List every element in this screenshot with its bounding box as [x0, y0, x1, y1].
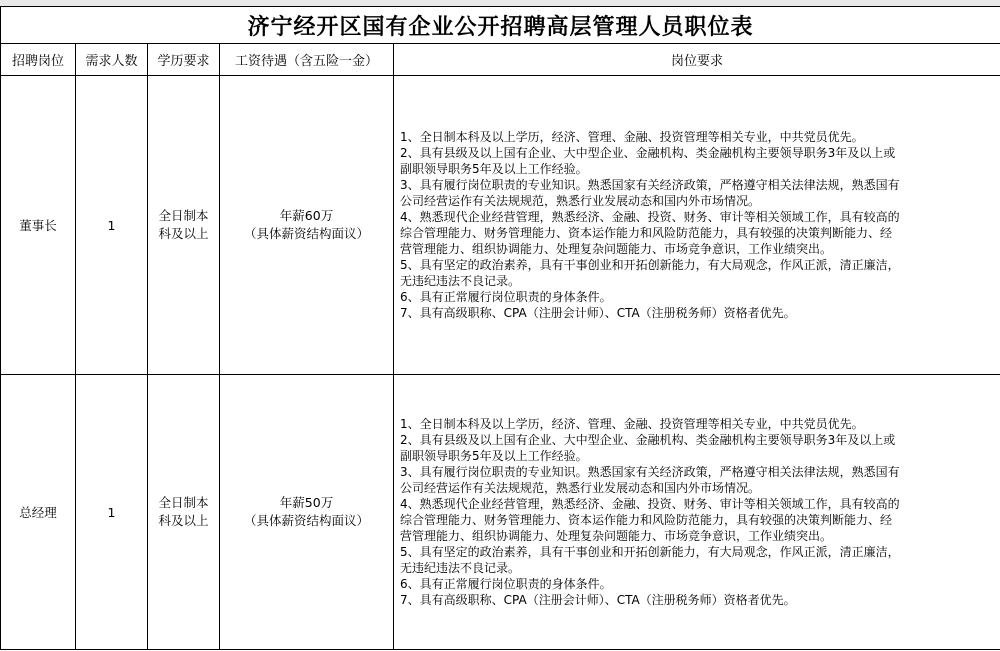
- table-row: [1, 375, 1000, 650]
- requirement-line: 副职领导职务5年及以上工作经验。: [400, 162, 588, 176]
- cell-requirements[interactable]: [394, 375, 1000, 650]
- header-requirements[interactable]: 岗位要求: [394, 44, 1000, 76]
- requirement-line: 7、具有高级职称、CPA（注册会计师）、CTA（注册税务师）资格者优先。: [400, 593, 796, 607]
- header-education[interactable]: 学历要求: [148, 44, 220, 76]
- header-row: [1, 44, 1000, 76]
- cell-position[interactable]: 董事长: [1, 76, 76, 375]
- cell-position[interactable]: 总经理: [1, 375, 76, 650]
- education-line: 全日制本: [158, 208, 209, 223]
- requirement-line: 3、具有履行岗位职责的专业知识。熟悉国家有关经济政策，严格遵守相关法律法规，熟悉国有: [400, 178, 900, 192]
- table-row: [1, 76, 1000, 375]
- cell-count[interactable]: 1: [76, 76, 148, 375]
- requirement-line: 综合管理能力、财务管理能力、资本运作能力和风险防范能力，具有较强的决策判断能力、经: [400, 226, 893, 240]
- table-title[interactable]: 济宁经开区国有企业公开招聘高层管理人员职位表: [1, 7, 1000, 44]
- requirement-line: 副职领导职务5年及以上工作经验。: [400, 449, 588, 463]
- education-line: 科及以上: [158, 226, 209, 241]
- header-count[interactable]: 需求人数: [76, 44, 148, 76]
- requirement-line: 6、具有正常履行岗位职责的身体条件。: [400, 577, 612, 591]
- requirement-line: 无违纪违法不良记录。: [400, 274, 521, 288]
- cell-education[interactable]: [148, 76, 220, 375]
- requirement-line: 6、具有正常履行岗位职责的身体条件。: [400, 290, 612, 304]
- requirement-line: 5、具有坚定的政治素养，具有干事创业和开拓创新能力，有大局观念，作风正派，清正廉洁，: [400, 545, 900, 559]
- education-line: 科及以上: [158, 513, 209, 528]
- salary-line: 年薪50万: [279, 495, 334, 510]
- education-line: 全日制本: [158, 495, 209, 510]
- cell-salary[interactable]: [220, 76, 394, 375]
- requirement-line: 公司经营运作有关法规规范，熟悉行业发展动态和国内外市场情况。: [400, 481, 761, 495]
- requirement-line: 无违纪违法不良记录。: [400, 561, 521, 575]
- requirement-line: 3、具有履行岗位职责的专业知识。熟悉国家有关经济政策，严格遵守相关法律法规，熟悉国有: [400, 465, 900, 479]
- requirement-line: 5、具有坚定的政治素养，具有干事创业和开拓创新能力，有大局观念，作风正派，清正廉洁，: [400, 258, 900, 272]
- cell-requirements[interactable]: [394, 76, 1000, 375]
- requirement-line: 营管理能力、组织协调能力、处理复杂问题能力、市场竞争意识，工作业绩突出。: [400, 242, 833, 256]
- salary-line: 年薪60万: [279, 208, 334, 223]
- requirement-line: 1、全日制本科及以上学历，经济、管理、金融、投资管理等相关专业，中共党员优先。: [400, 130, 864, 144]
- requirement-line: 公司经营运作有关法规规范，熟悉行业发展动态和国内外市场情况。: [400, 194, 761, 208]
- salary-line: （具体薪资结构面议）: [243, 513, 369, 528]
- header-salary[interactable]: 工资待遇（含五险一金）: [220, 44, 394, 76]
- requirement-line: 1、全日制本科及以上学历，经济、管理、金融、投资管理等相关专业，中共党员优先。: [400, 417, 864, 431]
- requirement-line: 综合管理能力、财务管理能力、资本运作能力和风险防范能力，具有较强的决策判断能力、经: [400, 513, 893, 527]
- requirement-line: 2、具有县级及以上国有企业、大中型企业、金融机构、类金融机构主要领导职务3年及以上或: [400, 146, 896, 160]
- header-position[interactable]: 招聘岗位: [1, 44, 76, 76]
- title-row: [1, 7, 1000, 44]
- requirement-line: 2、具有县级及以上国有企业、大中型企业、金融机构、类金融机构主要领导职务3年及以上或: [400, 433, 896, 447]
- requirement-line: 4、熟悉现代企业经营管理，熟悉经济、金融、投资、财务、审计等相关领域工作，具有较高的: [400, 497, 900, 511]
- requirement-line: 7、具有高级职称、CPA（注册会计师）、CTA（注册税务师）资格者优先。: [400, 306, 796, 320]
- salary-line: （具体薪资结构面议）: [243, 226, 369, 241]
- cell-education[interactable]: [148, 375, 220, 650]
- requirement-line: 营管理能力、组织协调能力、处理复杂问题能力、市场竞争意识，工作业绩突出。: [400, 529, 833, 543]
- job-table: [0, 6, 1000, 650]
- cell-salary[interactable]: [220, 375, 394, 650]
- requirement-line: 4、熟悉现代企业经营管理，熟悉经济、金融、投资、财务、审计等相关领域工作，具有较高的: [400, 210, 900, 224]
- cell-count[interactable]: 1: [76, 375, 148, 650]
